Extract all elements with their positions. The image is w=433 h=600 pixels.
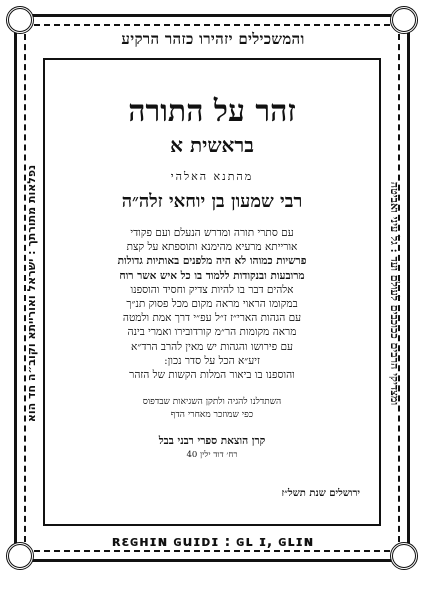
main-title: זהר על התורה: [128, 94, 296, 129]
border-bottom-verse: ʀɛɢʜɪɴ ɢuɪᴅɪ : ɢʟ ɪ, ɢʟɪɴ: [112, 534, 314, 550]
description-line: מרובעות ובנקודות ללמוד בו כל איש אשר רוח: [119, 269, 305, 282]
description-line: עם פירושו והגהות יש מאין להרב הרד״א: [131, 340, 293, 353]
description-line: זיע״א הכל על סדר נכון:: [164, 354, 260, 367]
description-line: במקומו הראוי מראה מקום מכל פסוק תנ״ך: [126, 298, 298, 311]
description-line: פרשיות כמוהו לא היה מלפנים באותיות גדולות: [117, 255, 307, 268]
description-line: מראה מקומות הר״מ קורדובירו ואמרי בינה: [127, 326, 297, 339]
volume-subtitle: בראשית א: [170, 133, 254, 157]
corner-ornament-bottom-left: [6, 542, 34, 570]
description-line: אלהים דבר בו להיות צדיק וחסיד והוספנו: [130, 283, 294, 296]
note-line: כפי שמוזכר מאחרי הדף: [170, 410, 254, 421]
publisher-name: קרן הוצאת ספרי רבני בבל: [158, 435, 266, 448]
border-right-verse-wrap: [385, 60, 405, 526]
author-name: רבי שמעון בן יוחאי זלה״ה: [121, 191, 303, 212]
author-intro: מהתנא האלהי: [170, 170, 254, 183]
border-left-verse: נפלאות מתורתך : ישראל ואורייתא וקוב״ה חד הוא: [25, 164, 39, 422]
description-block: [54, 226, 370, 382]
publication-place-year: ירושלים שנת תשל״ז: [281, 488, 360, 499]
description-line: והוספנו בו ביאור המלות הקשות של הזהר: [129, 369, 295, 382]
description-line: עם סתרי תורה ומדרש הנעלם ועם פקודי: [130, 227, 294, 239]
corrections-note: [50, 396, 374, 422]
publisher-block: [50, 434, 374, 462]
corner-ornament-bottom-right: [390, 542, 418, 570]
title-content: [50, 68, 374, 462]
description-line: אורייתא מרעיא מהימנא ותוספתא על קצת: [126, 241, 298, 254]
note-line: השתדלנו להגיה ולתקן השגיאות שבדפוס: [142, 397, 282, 408]
description-line: עם הגהות הארי״ז ז״ל עפ״י דרך אמת ולמטה: [122, 312, 302, 325]
corner-ornament-top-right: [390, 6, 418, 34]
corner-ornament-top-left: [6, 6, 34, 34]
border-top-verse: והמשכילים יזהירו כזהר הרקיע: [121, 30, 305, 48]
border-left-verse-wrap: [22, 60, 42, 526]
publisher-address: רח׳ דוד ילין 40: [186, 450, 238, 461]
border-right-verse: ומצדיקי הרבים ככוכבים לעולם ועד : גל עיני ואביטה: [388, 181, 402, 405]
